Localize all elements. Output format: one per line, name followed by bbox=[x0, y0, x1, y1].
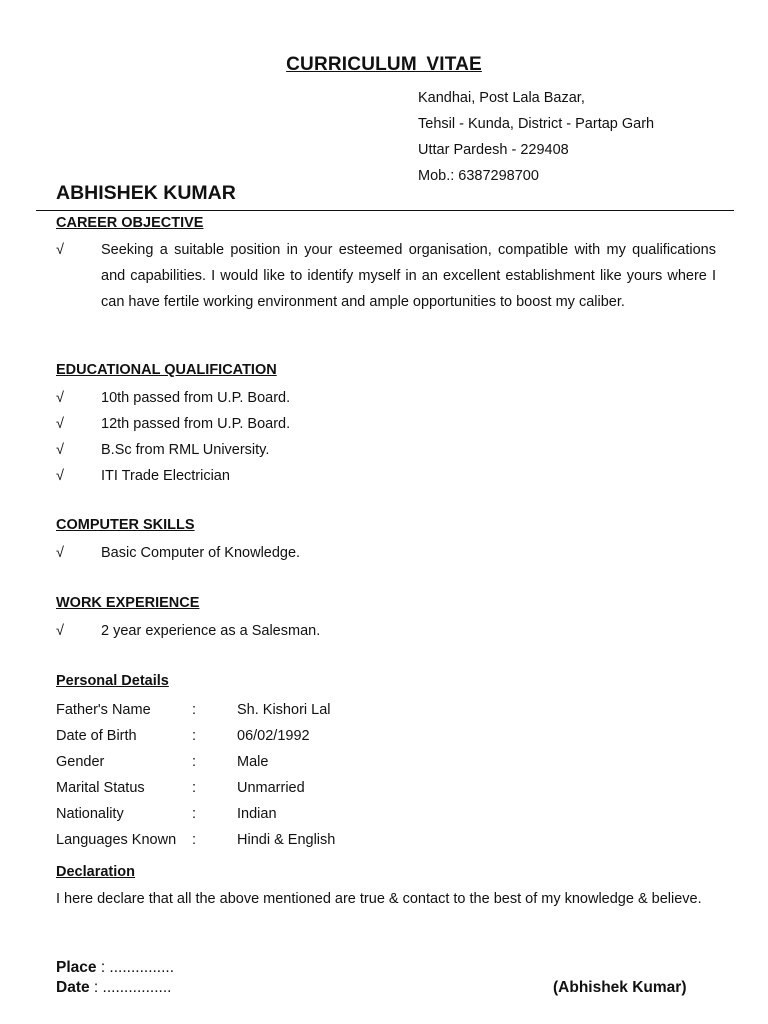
address-line: Uttar Pardesh - 229408 bbox=[418, 142, 569, 158]
detail-value: Indian bbox=[237, 806, 277, 822]
signature-name: (Abhishek Kumar) bbox=[553, 979, 687, 996]
check-bullet-icon: √ bbox=[56, 416, 64, 432]
check-bullet-icon: √ bbox=[56, 242, 64, 258]
date-line bbox=[56, 979, 171, 997]
place-value: : ............... bbox=[96, 959, 175, 976]
education-item bbox=[56, 385, 716, 411]
date-label: Date bbox=[56, 979, 90, 996]
date-value: : ................ bbox=[89, 979, 172, 996]
address-line: Kandhai, Post Lala Bazar, bbox=[418, 90, 585, 106]
education-item-text: 12th passed from U.P. Board. bbox=[101, 416, 291, 432]
detail-value: Male bbox=[237, 754, 269, 770]
header-divider bbox=[36, 210, 734, 211]
work-experience-text: 2 year experience as a Salesman. bbox=[101, 623, 321, 639]
detail-label: Marital Status bbox=[56, 780, 145, 796]
work-experience-item bbox=[56, 618, 716, 644]
education-item bbox=[56, 437, 716, 463]
check-bullet-icon: √ bbox=[56, 390, 64, 406]
education-item-text: ITI Trade Electrician bbox=[101, 468, 230, 484]
address-line: Tehsil - Kunda, District - Partap Garh bbox=[418, 116, 655, 132]
detail-separator: : bbox=[192, 754, 197, 770]
document-title: CURRICULUM VITAE bbox=[286, 54, 482, 75]
education-item-text: B.Sc from RML University. bbox=[101, 442, 270, 458]
education-list bbox=[56, 385, 716, 489]
place-line bbox=[56, 959, 174, 977]
education-heading: EDUCATIONAL QUALIFICATION bbox=[56, 362, 277, 378]
detail-value: Sh. Kishori Lal bbox=[237, 702, 331, 718]
detail-label: Languages Known bbox=[56, 832, 177, 848]
detail-label: Gender bbox=[56, 754, 105, 770]
declaration-heading: Declaration bbox=[56, 864, 135, 880]
detail-label: Father's Name bbox=[56, 702, 151, 718]
detail-separator: : bbox=[192, 728, 197, 744]
education-item-text: 10th passed from U.P. Board. bbox=[101, 390, 291, 406]
work-experience-heading: WORK EXPERIENCE bbox=[56, 595, 200, 611]
candidate-name: ABHISHEK KUMAR bbox=[56, 182, 236, 204]
education-item bbox=[56, 411, 716, 437]
check-bullet-icon: √ bbox=[56, 442, 64, 458]
check-bullet-icon: √ bbox=[56, 623, 64, 639]
detail-label: Date of Birth bbox=[56, 728, 137, 744]
check-bullet-icon: √ bbox=[56, 468, 64, 484]
declaration-text: I here declare that all the above mentioned are true & contact to the best of my knowledge & believe. bbox=[56, 891, 702, 907]
education-item bbox=[56, 463, 716, 489]
place-label: Place bbox=[56, 959, 97, 976]
career-objective-item bbox=[56, 237, 716, 315]
address-block bbox=[418, 85, 654, 189]
detail-value: Hindi & English bbox=[237, 832, 336, 848]
detail-separator: : bbox=[192, 702, 197, 718]
personal-details-heading: Personal Details bbox=[56, 673, 169, 689]
computer-skills-heading: COMPUTER SKILLS bbox=[56, 517, 195, 533]
detail-value: Unmarried bbox=[237, 780, 305, 796]
career-objective-heading: CAREER OBJECTIVE bbox=[56, 215, 204, 231]
mobile-number: Mob.: 6387298700 bbox=[418, 168, 539, 184]
computer-skills-text: Basic Computer of Knowledge. bbox=[101, 545, 301, 561]
career-objective-text: Seeking a suitable position in your esteemed organisation, compatible with my qualifications and capabilities. I would like to identify myself in an excellent establishment like yours where I can have fertile working environment and ample opportunities to boost my caliber. bbox=[101, 242, 716, 310]
detail-separator: : bbox=[192, 806, 197, 822]
detail-value: 06/02/1992 bbox=[237, 728, 310, 744]
detail-label: Nationality bbox=[56, 806, 124, 822]
detail-separator: : bbox=[192, 780, 197, 796]
computer-skills-item bbox=[56, 540, 716, 566]
detail-separator: : bbox=[192, 832, 197, 848]
check-bullet-icon: √ bbox=[56, 545, 64, 561]
